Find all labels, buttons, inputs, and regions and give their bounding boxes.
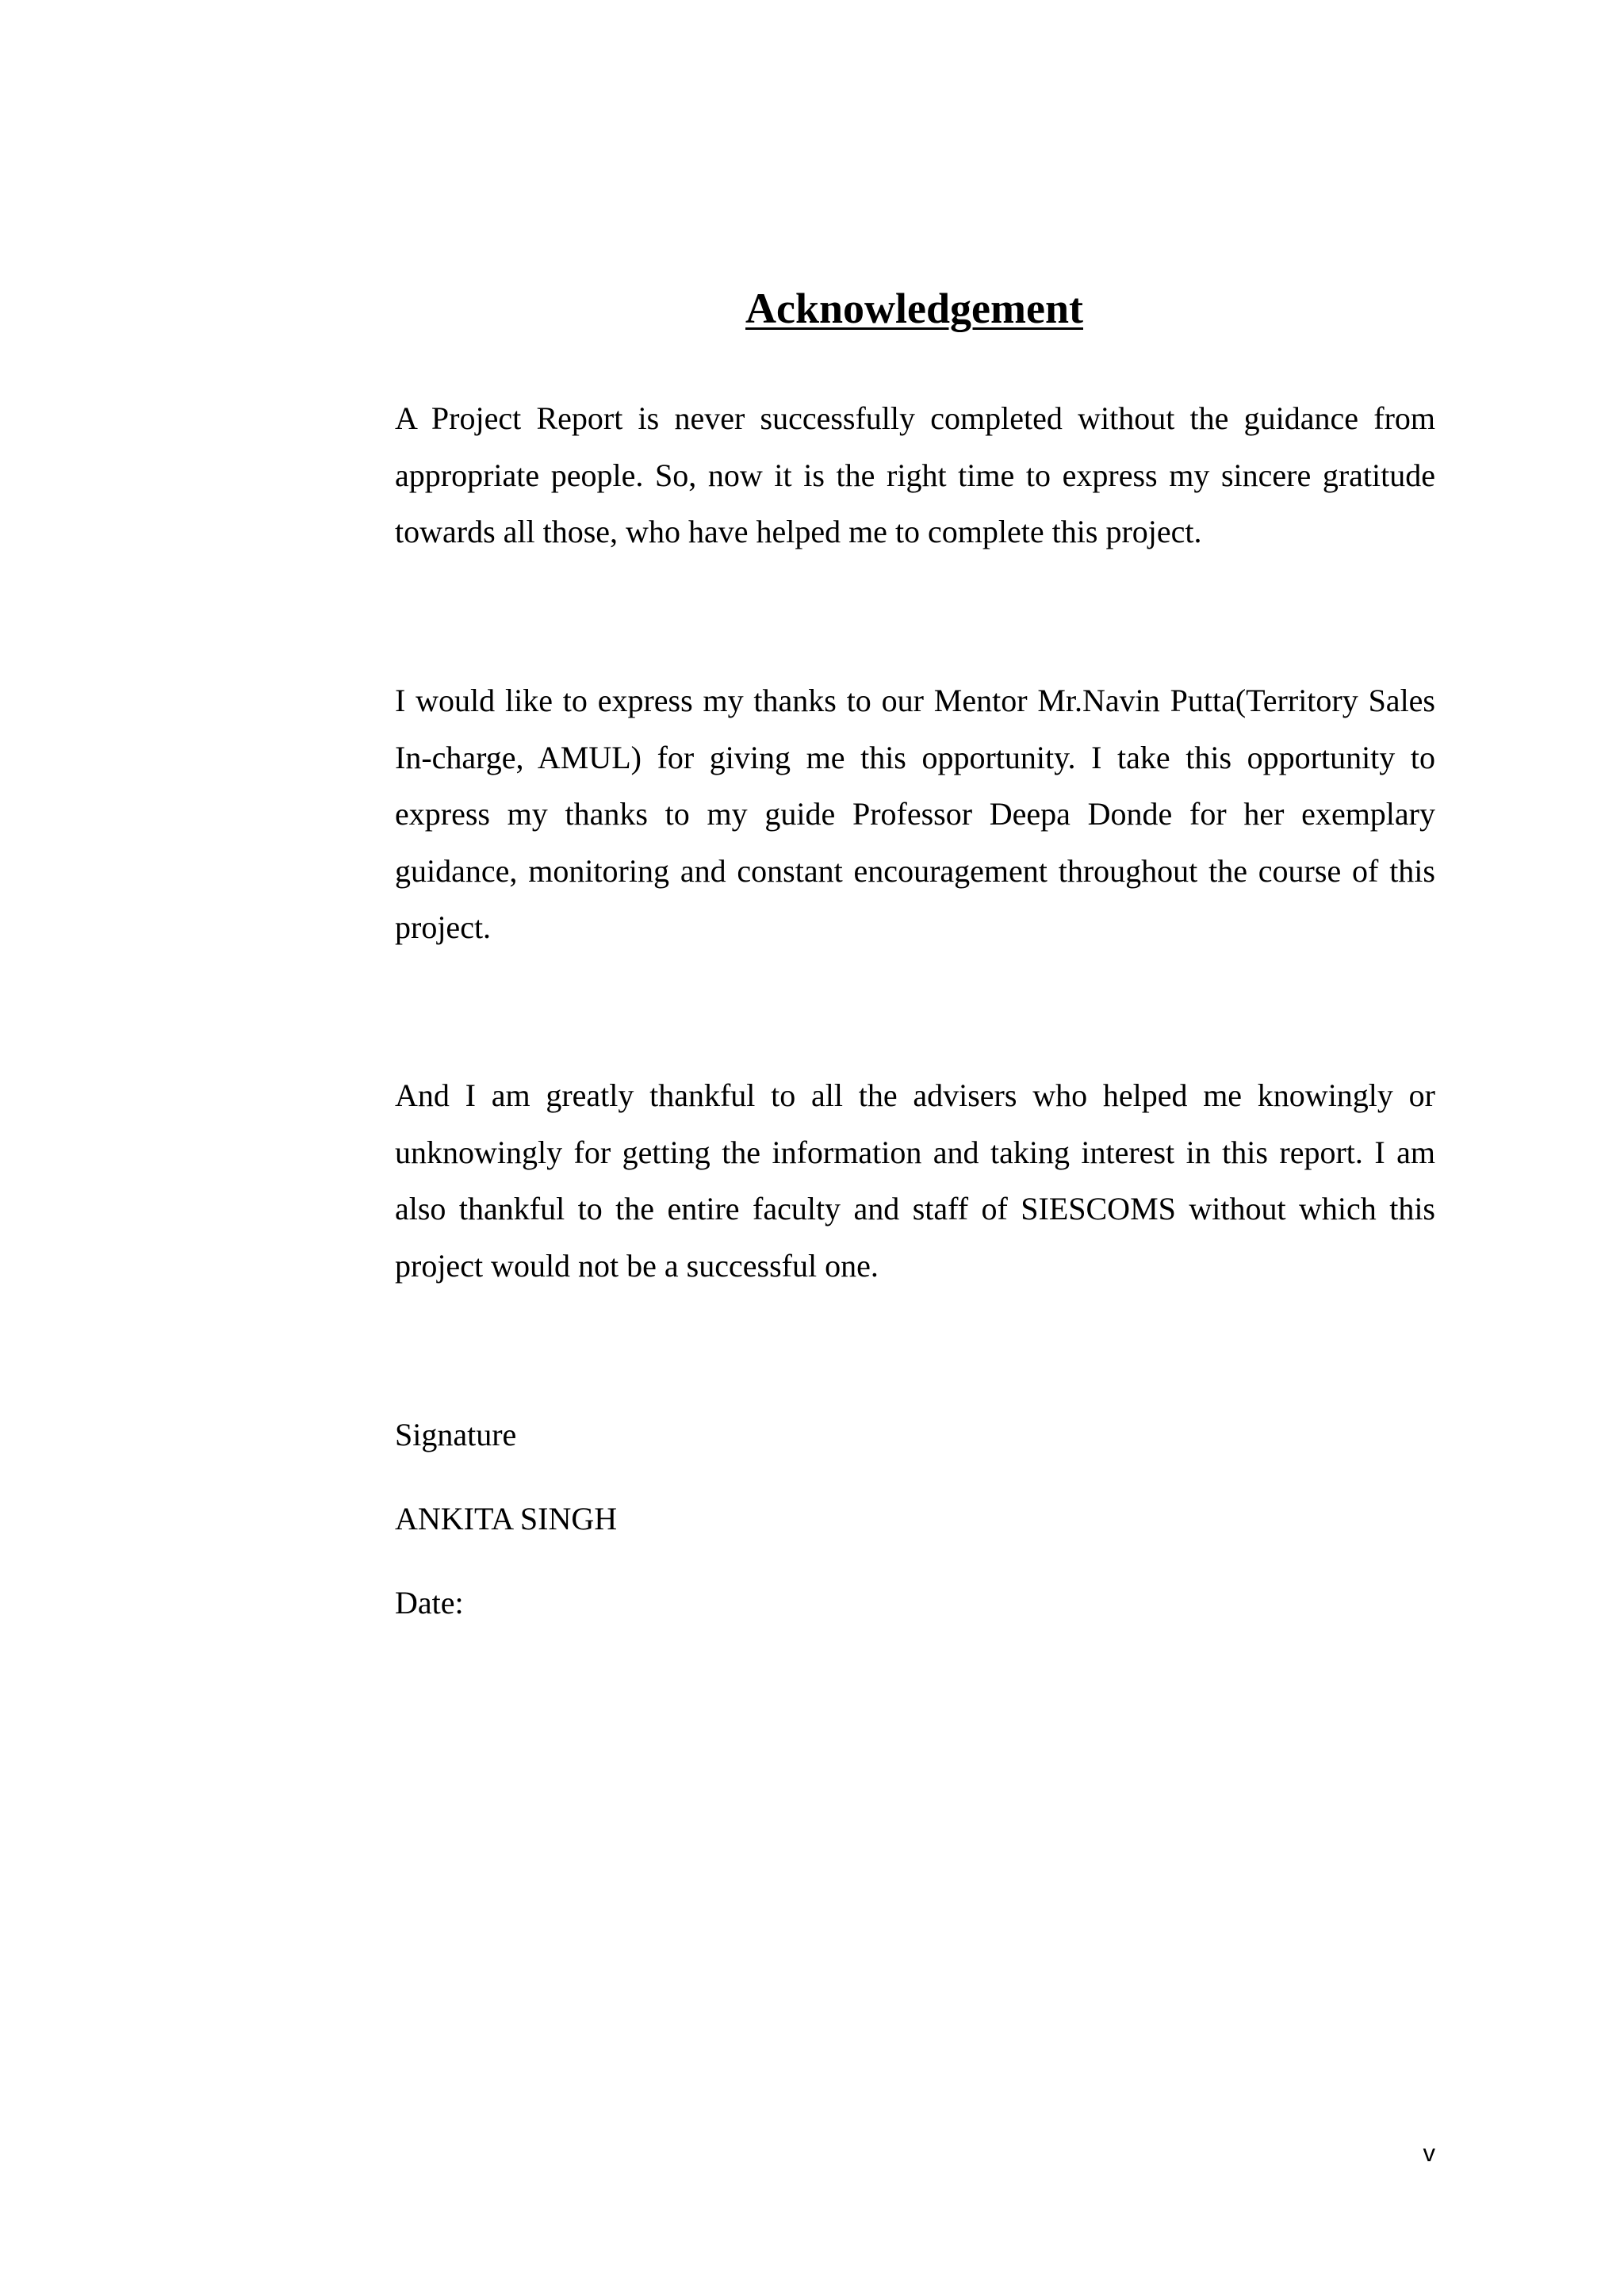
signature-label: Signature [395, 1417, 517, 1452]
author-name: ANKITA SINGH [395, 1501, 618, 1536]
page-number: v [1423, 2139, 1435, 2167]
paragraph-intro: A Project Report is never successfully completed without the guidance from appropriate people. So, now it is the right time to express my sincere gratitude towards all those, who have helped me to complete this project. [395, 400, 1435, 549]
paragraph-mentor-thanks: I would like to express my thanks to our Mentor Mr.Navin Putta(Territory Sales In-charge, AMUL) for giving me this opportunity. I take this opportunity to express my thanks to my guide Professor Deepa Donde for her exemplary guidance, monitoring and constant encouragement throughout the course of this project. [395, 683, 1435, 945]
date-label: Date: [395, 1585, 464, 1621]
paragraph-advisers-thanks: And I am greatly thankful to all the advisers who helped me knowingly or unknowingly for getting the information and taking interest in this report. I am also thankful to the entire faculty and staff of SIESCOMS without which this project would not be a successful one. [395, 1077, 1435, 1284]
page-title: Acknowledgement [745, 285, 1083, 332]
